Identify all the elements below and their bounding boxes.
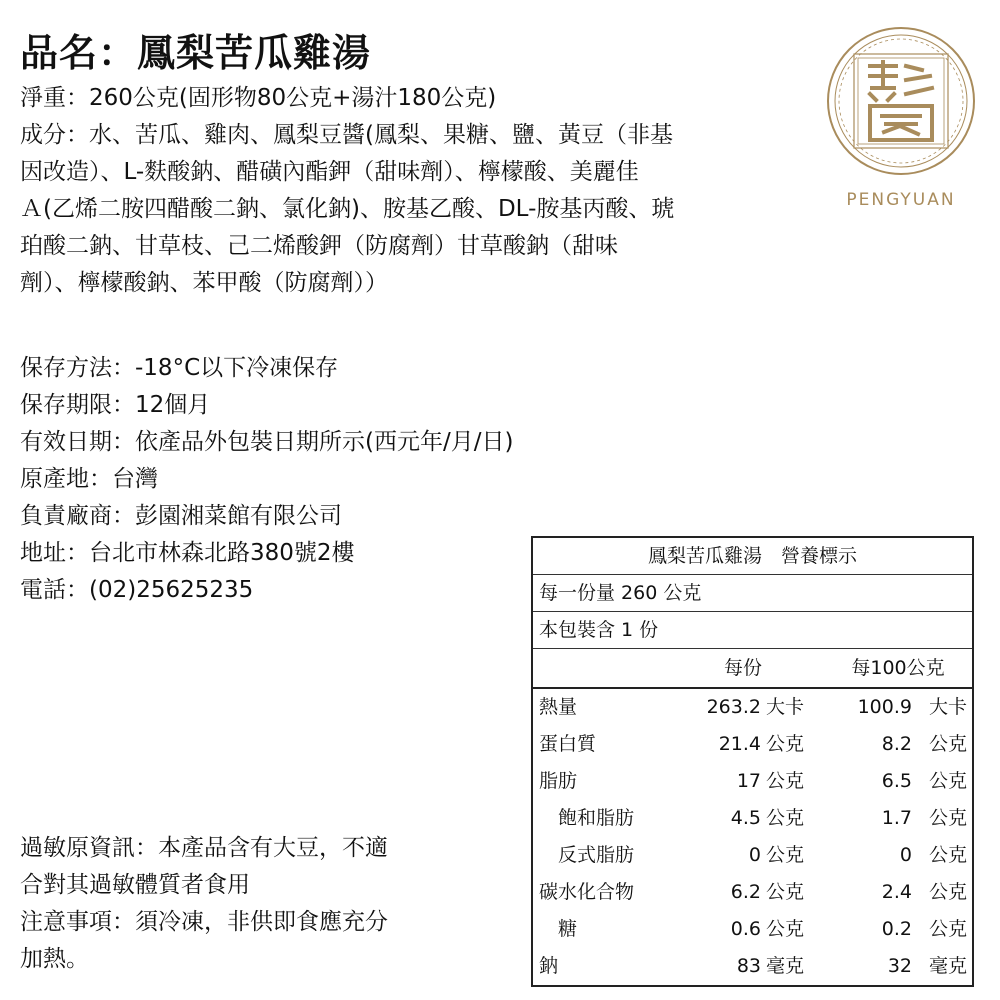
nutrition-row (533, 911, 972, 948)
per-serving-unit: 公克 (766, 807, 805, 829)
per-100g-unit: 公克 (929, 918, 968, 940)
logo-text: PENGYUAN (846, 190, 956, 210)
nutrient-name: 鈉 (539, 955, 559, 977)
product-details (20, 80, 810, 302)
per-100g-unit: 公克 (929, 770, 968, 792)
per-serving-value: 6.2 (730, 881, 761, 903)
per-100g-value: 2.4 (881, 881, 912, 903)
product-title: 品名：鳳梨苦瓜雞湯 (20, 31, 372, 75)
brand-logo (826, 26, 976, 216)
nutrition-row (533, 726, 972, 763)
ingredients-line-3: Ａ(乙烯二胺四醋酸二鈉、氯化鈉)、胺基乙酸、DL-胺基丙酸、琥 (20, 196, 675, 222)
per-100g-unit: 公克 (929, 844, 968, 866)
per-serving-unit: 大卡 (766, 696, 805, 718)
per-serving-unit: 公克 (766, 733, 805, 755)
nutrition-table (531, 536, 974, 987)
per-100g-value: 100.9 (857, 696, 912, 718)
per-100g-unit: 毫克 (929, 955, 968, 977)
nutrition-row (533, 689, 972, 726)
storage-info (20, 350, 513, 609)
storage-method: 保存方法：-18°C以下冷凍保存 (20, 355, 339, 381)
col-per-serving: 每份 (723, 657, 762, 679)
nutrient-name: 糖 (539, 918, 578, 940)
nutrition-title: 鳳梨苦瓜雞湯 營養標示 (533, 538, 972, 575)
manufacturer: 負責廠商：彭園湘菜館有限公司 (20, 503, 342, 529)
col-per-100g: 每100公克 (851, 657, 945, 679)
nutrient-name: 飽和脂肪 (539, 807, 635, 829)
shelf-life: 保存期限：12個月 (20, 392, 211, 418)
nutrition-row (533, 837, 972, 874)
nutrient-name: 熱量 (539, 696, 578, 718)
address: 地址：台北市林森北路380號2樓 (20, 540, 355, 566)
per-100g-unit: 大卡 (929, 696, 968, 718)
ingredients-line-1: 成分：水、苦瓜、雞肉、鳳梨豆醬(鳳梨、果糖、鹽、黃豆（非基 (20, 122, 673, 148)
notice-line-1: 注意事項：須冷凍，非供即食應充分 (20, 909, 388, 935)
phone: 電話：(02)25625235 (20, 577, 254, 603)
per-100g-unit: 公克 (929, 881, 968, 903)
nutrition-row (533, 874, 972, 911)
per-100g-value: 0 (899, 844, 912, 866)
per-100g-value: 6.5 (881, 770, 912, 792)
allergy-line-1: 過敏原資訊：本產品含有大豆，不適 (20, 835, 388, 861)
allergy-line-2: 合對其過敏體質者食用 (20, 872, 250, 898)
ingredients-line-2: 因改造）、L-麩酸鈉、醋磺內酯鉀（甜味劑）、檸檬酸、美麗佳 (20, 159, 639, 185)
per-serving-value: 263.2 (706, 696, 761, 718)
origin: 原產地：台灣 (20, 466, 158, 492)
per-serving-value: 21.4 (718, 733, 761, 755)
servings-per-pack: 本包裝含 1 份 (533, 612, 972, 649)
nutrient-name: 碳水化合物 (539, 881, 635, 903)
nutrition-row (533, 800, 972, 837)
nutrition-row (533, 948, 972, 985)
per-100g-value: 1.7 (881, 807, 912, 829)
ingredients-line-4: 珀酸二鈉、甘草枝、己二烯酸鉀（防腐劑）甘草酸鈉（甜味 (20, 233, 618, 259)
nutrition-row (533, 763, 972, 800)
per-100g-value: 0.2 (881, 918, 912, 940)
net-weight-line: 淨重：260公克(固形物80公克+湯汁180公克) (20, 85, 497, 111)
ingredients-line-5: 劑）、檸檬酸鈉、苯甲酸（防腐劑）） (20, 270, 388, 296)
per-serving-value: 17 (736, 770, 761, 792)
notice-line-2: 加熱。 (20, 946, 89, 972)
nutrient-name: 反式脂肪 (539, 844, 635, 866)
nutrient-name: 蛋白質 (539, 733, 597, 755)
per-serving-value: 0.6 (730, 918, 761, 940)
seal-icon (826, 26, 976, 186)
per-serving-unit: 公克 (766, 918, 805, 940)
per-serving-unit: 毫克 (766, 955, 805, 977)
serving-size: 每一份量 260 公克 (533, 575, 972, 612)
per-100g-unit: 公克 (929, 807, 968, 829)
allergy-info (20, 830, 388, 978)
per-100g-value: 8.2 (881, 733, 912, 755)
expiry-date: 有效日期：依產品外包裝日期所示(西元年/月/日) (20, 429, 514, 455)
per-serving-value: 4.5 (730, 807, 761, 829)
per-serving-value: 0 (748, 844, 761, 866)
per-serving-unit: 公克 (766, 881, 805, 903)
per-serving-unit: 公克 (766, 770, 805, 792)
nutrition-header (533, 649, 972, 689)
per-serving-unit: 公克 (766, 844, 805, 866)
per-100g-unit: 公克 (929, 733, 968, 755)
nutrient-name: 脂肪 (539, 770, 578, 792)
per-100g-value: 32 (887, 955, 912, 977)
per-serving-value: 83 (736, 955, 761, 977)
